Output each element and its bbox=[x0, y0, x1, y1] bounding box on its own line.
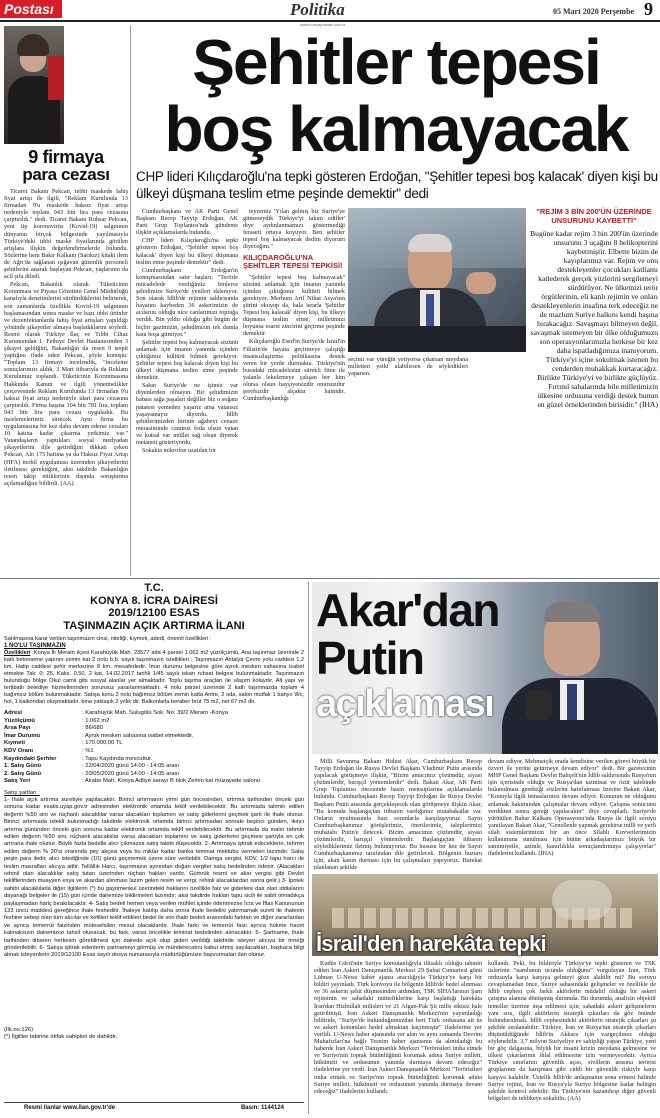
legal-row bbox=[4, 725, 304, 733]
legal-row bbox=[4, 756, 304, 764]
main-headline-line2: boş kalmayacak bbox=[164, 93, 628, 165]
left-headline-line2: para cezası bbox=[22, 165, 110, 184]
legal-row-value: : 1.062 m2 bbox=[82, 717, 110, 724]
photo-lectern bbox=[348, 326, 526, 352]
akar-col-2: devam ediyor. Mehmetçik orada kendisine verilen görevi büyük bir özveri ile yerine getirmeye devam ediyor" dedi. Bir gazetecinin MHP Genel Başkanı Devlet Bahçeli'nin İdlib saldırısında Rusya'nın işin içerisinde olduğu ve Rusya'dan tazminat ve özür talebinde bulunulması gerektiği sözlerini hatırlatması üzerine Bakan Akar, "Konuyla ilgili temaslarımız devam ediyor. Konunun ne olduğunu anlamak bakımından çalışmalar devam ediyor. Çalışma sonucunu verdikten sonra gereği yapılacaktır" diye cevapladı. Suriye'de yürütülen Bahar Kalkanı Operasyonu'nda Rusya ile ilgili soruyu yanıtlayan Bakan Akar, "Genellenle yapmak gerekirse milli ve yerli silah sistemlerimizin bir an önce Silahlı Kuvvetlerimizin kullanımına sunulması için bütün arkadaşlarımızı büyük bir samimiyetle, azimle, kararlılıkla sonuçlandırmaya çalışıyorlar" ifadelerini kullandı. (İHA) bbox=[488, 758, 656, 858]
legal-row bbox=[4, 771, 304, 779]
photo-hair bbox=[17, 34, 49, 56]
legal-features bbox=[4, 650, 304, 706]
legal-header-office: KONYA 8. İCRA DAİRESİ bbox=[90, 594, 218, 607]
legal-intro: Satılmasına karar verilen taşınmazın cinsi, niteliği, kıymeti, adedi, önemli özellikleri : bbox=[4, 636, 212, 642]
legal-date-note: (İlk.no.126) bbox=[4, 1026, 33, 1033]
legal-features-text: :Konya İli Meram ilçesi Karahüyük Mah. 23577 ada 4 parsel 1.062 m2 yüzölçümlü, Ana taşınmaz üzerinde 2 katlı betonarme yapının zemin kat 2 nolu b.b. sayılı taşınmazın özellikleri : Taşınmazın Antalya Çevre yolu caddesi 1,2 km. Hatip caddesi şehir merkezine 8 km. mesafededir. İmar durumu belgesine göre aynık mesken sahasına isabet etmekte Tak: 0; 25, Kaks. 0.50, 2 kat, 14.02.2017 tarihli 1/45 sayılı iskan ruhsat belgesi bulunmaktadır. Taşınmazın bulunduğu bölge Okul camii gibi sosyal alanlar yer almaktadır. Toplu taşıma araçları ile ulaşım kolaydır. Alt yapı ve tertibatlı belediye hizmetlerinden sorunsuz yararlanmaktadır. 4 nolu parsel üzerinde 2 katlı taşınmazda toplam 4 bağımsız bölüm bulunmaktadır. Satışa konu 2 nolu bağımsız bölüm zemin katta Antre, 2 oda, salon mutfak 1 banyo Wc, hol, 1 balkondan oluşmaktadır. bina yaklaşık 2 yıllık dir. Balkonlarla beraber brüt 75 m2, net 67 m2 dir. bbox=[4, 650, 304, 705]
page-number: 9 bbox=[644, 0, 653, 19]
legal-row bbox=[4, 748, 304, 756]
legal-row-label: KDV Oranı bbox=[4, 747, 33, 754]
quote-head: "REJİM 3 BİN 200'ÜN ÜZERİNDE UNSURUNU KAYBETTİ" bbox=[536, 207, 652, 225]
legal-features-label: Özellikleri bbox=[4, 650, 31, 656]
legal-footer bbox=[4, 1102, 304, 1114]
legal-row-value: : Akabe Mah. Konya Adliye sarayı B blok Zemin kat müzayede salonu bbox=[82, 778, 261, 785]
legal-row-value: : Karahüyük Mah. Sulugölü Sok. No: 39/2 Meram -Konya bbox=[82, 710, 228, 716]
legal-row-label: Arsa Payı bbox=[4, 725, 31, 732]
legal-table bbox=[4, 710, 304, 786]
date-line: 05 Mart 2020 Perşembe bbox=[553, 7, 635, 16]
left-story-body bbox=[4, 188, 128, 574]
akar-headline-line3: açıklaması bbox=[316, 683, 494, 725]
section-title: Politika bbox=[290, 0, 345, 19]
left-story-paragraph: Pekcan, Bakanlık olarak Tüketicinin Korunması ve Piyasa Gözetimi Genel Müdürlüğü kanalıyla denetimlerini sürdürdüklerini belirterek, son zamanlarda özellikle Kovid-19 salgınının başlamasından sonra maske ve bazı tıbbi ürünler ve dezenfektanlarda fahiş fiyat artışları yapıldığı yönünde şikayetler almaya başladıklarını söyledi. Resmi olarak Türkiye İlaç ve Tıbbi Cihaz Kurumundan 1. Fethiye Devlet Hastanesinden 3 şikayet geldiğini, Bakanlığın da resen 9 tespit yaptığını ifade eden Pekcan, şöyle konuştu: "Toplam 13 firmayı incelendik, "inceleme sonuçlarımızı aldık. 3 Mart itibarıyla da Reklam Kurulumuz toplandı. Tüketicinin Korunmasına Hakkında Kanun ve ilgili yönetmelikler çerçevesinde Reklam Kurulunda 13 firmadan 9'u haksız fiyat artışı nedeniyle idari para cezasına çarptırıldı. Firma başına 104 bin 781 lira, toplam 943 bin lira para cezası uyguladık. Bu incelemelerimiz sürecek. Aynı firma bu uygulamasına bir kez daha devam ederse cezaları 10 katına kadar çıkarma yetkimiz var." Vatandaşların yaptıkları sosyal medyadan şikayetlerini dile getirdiğini dikkati çeken Pekcan, Alo 175 hattına ya da Haksız Fiyat Artışı (HFA) mobil uygulaması üzerinden şikayetlerini iletilmesi gerektiğini, aksi takdirde Bakanlığın resen takip ettiklerinin dışında soruşturma açılamadığını bildirdi. (AA) bbox=[4, 281, 128, 487]
main-headline-line1: Şehitler tepesi bbox=[192, 26, 600, 98]
legal-row-label: 1. Satış Günü bbox=[4, 763, 42, 770]
legal-conditions-title: Satış şartları : bbox=[4, 789, 40, 796]
left-headline-line1: 9 firmaya bbox=[28, 147, 104, 167]
photo-smoke bbox=[552, 880, 612, 920]
main-paragraph: Cumhurbaşkanı Erdoğan'ın konuşmasından satır başları; "Terörle mücadelede verdiğimiz binlerce şehidimize Suriye'de yenileri eklenıyor. Son olarak İdlib'de rejimin saldırısında hayatını kaybeden 36 askerimizin de acılarını olduğu nice canlarımızı toprağa verdik. Bin yıldır olduğu gibi bugün de hiçbir gazimizin, şehidimizin tek damla kanı boşa gitmiyor." bbox=[136, 266, 238, 338]
legal-row-label: İmar Durumu bbox=[4, 732, 41, 739]
akar-headline-line1: Akar'dan bbox=[316, 584, 500, 636]
main-headline bbox=[134, 26, 658, 165]
akar-headline-line2: Putin bbox=[316, 632, 424, 684]
legal-footer-left[interactable]: Resmi ilanlar www.ilan.gov.tr'de bbox=[24, 1105, 116, 1111]
left-story-paragraph: Ticaret Bakanı Pekcan, tebbi maskede fahiş fiyat artışı ile ilgili, "Reklam Kurulunda 13 firmadan 9'u maskede haksız fiyat artışı nedeniyle toplam 943 bin lira para cezasına çarptırıldı." dedi. Ticaret Bakanı Ruhsar Pekcan, yeni tip koronavirüs (Kovid-19) salgınının dünyanın birçok bölgesinde yayılmasıyla Türkiye'deki tıbbi maske fiyatlarında görülen artışlara ilişkin değerlendirmelerde bulundu. Sözlerine hem Bakır Kalkanı (Sarıkız) kitaki ilem de Ağrı'da sağlanan ışığavan güzenlik personeli şehitlerini anarak başlayan Pekcan, yaşlarının da acil şifa diledi. bbox=[4, 188, 128, 281]
masthead bbox=[0, 0, 660, 20]
left-column-rule bbox=[130, 26, 131, 576]
quote-box bbox=[530, 208, 658, 568]
legal-row-label: Yüzölçümü bbox=[4, 717, 35, 724]
quote-body: Bugüne kadar rejim 3 bin 200'ün üzerinde unsurunu 3 uçağını 8 helikopterini kaybetmiştir. Elbette bizim de kayıplarımız var. Rejim ve onu destekleyenler çocukları katliamı katlederek gerçek yüzlerini sergilemeyi sürdürüyor. Ne ülkemizi terör örgütlerinin, eli kanlı rejimin ve onları destekleyenlerin insafına terk edeceğiz ne de mazlum Suriye halkını kendi başına bırakacağız. Savaşmayı bilmeyen değil, savaşmak istemeyen bir ülke olduğumuzu son operasyonlarımızla herkese bir kez daha ispatladığımıza inanıyorum. Türkiye'yi içine sokulmak istenen bu cenderden muhakkak kurtaracağız. Birlikte Türkiye'yi ve birlikte güçlüyüz. Fırtınıl sahalarında bile milletimizin ülkesine ordusuna verdiği destek bunun en güzel örneklerinden birisidir." (İHA) bbox=[530, 229, 658, 409]
photo-tie bbox=[567, 684, 577, 720]
main-col-2 bbox=[243, 208, 345, 558]
israel-headline: İsrail'den harekâta tepki bbox=[316, 931, 546, 956]
legal-row-label: Adresi bbox=[4, 710, 23, 716]
main-paragraph: Sokakta mikrofon uzatılan bir bbox=[142, 447, 217, 455]
main-col-1 bbox=[136, 208, 238, 558]
legal-row bbox=[4, 740, 304, 748]
erdogan-photo-caption: seçimi var yüreğin yetiyorsa çıkarsan meydana milletten yetki alabilirsen de söyledikleri yaparsın. bbox=[348, 356, 468, 378]
main-subhead: CHP lideri Kılıçdaroğlu'na tepki gösteren Erdoğan, "Şehitler tepesi boş kalacak' diyen kişi bu ülkeyi düşmana teslim etme peşinde demektir" dedi bbox=[136, 169, 658, 201]
legal-row bbox=[4, 778, 304, 786]
main-paragraph: CHP lideri Kılıçdaroğlu'na tepki gösteren Erdoğan, "Şehitler tepesi boş kalacak' diyen kişi bu ülkeyi düşmana teslim etme peşinde demektir" dedi. bbox=[136, 237, 238, 266]
pekcan-photo bbox=[4, 26, 64, 144]
left-headline bbox=[4, 148, 128, 184]
main-paragraph: Cumhurbaşkanı ve AK Parti Genel Başkanı Recep Tayyip Erdoğan, AK Parti Grup Toplantısı'nda gündeme ilişkin açıklamalarda bulundu. bbox=[136, 208, 238, 237]
legal-row-value: : %1 bbox=[82, 747, 94, 754]
legal-row bbox=[4, 733, 304, 741]
akar-headline bbox=[316, 586, 536, 726]
url-strip: www.konyapostasi.com.tr bbox=[300, 22, 346, 27]
photo-hand bbox=[466, 272, 496, 294]
logo-text: Postası bbox=[4, 1, 54, 17]
legal-row-value: : 86/680 bbox=[82, 725, 103, 732]
photo-tie bbox=[426, 294, 434, 328]
main-paragraph: Sakın Suriye'de ne işimiz var diyenlerden olmayın. Bir şehidimizin babası sağa paşaları değiller biz o soğanı patatesi yemeden yaşarız ama vatansız yaşayamayız diyordu. İdlib şehitlerimizden birinin ağabeyi cenaze merasiminde canımız feda olsun vatan ve kutsal var müllet sağ olsun diyerek metaneti gösteriyordu. bbox=[136, 382, 238, 446]
legal-conditions: 1- İhale açık artırma suretiyle yapılacaktır. Birinci artırmanın yirmi gün öncesinden, artırma tarihinden önceki gün sonuna kadar esatis.uyap.gov.tr adresinden elektronik ortamda teklif verilebilecektir. Bu artırmada tahmin edilen değerin %50 sini ve rüçhanlı alacaklılar varsa alacakları toplamını ve satış giderlerini geçmek şartı ile ihale olunur. Birinci artırmada istekli bulunmadığı takdirde elektronik ortamda birinci artırmadan sonraki beşinci günden, ikinci artırma gününden önceki gün sonuna kadar elektronik ortamda teklif verilebilecektir. Bu artırmada da malın tahmin edilen değerin %50 sini, rüçhanlı alacaklılar varsa alacakları toplamını ve satış giderlerini geçmesi şartıyla en çok artırana ihale olunur. Böyle fazla bedelle alıcı çıkmazsa satış talebi düşecektir. 2- Artırmaya iştirak edeceklerin, tahmin edilen değerin % 20'si oranında pey akçesi veya bu miktar kadar banka teminat mektubu vermeleri lazımdır. Satış peşin para iledir, alıcı istediğinde (10) günü geçmemek üzere süre verilebilir. Damga vergisi, KDV, 1/2 tapu harcı ile teslim masrafları alıcıya aittir. Tellâllık Harcı, taşınmazın aynından doğan vergiler satış bedelinden ödenir. (Alacakları rehinli olan alacaklılar satış tutarı üzerinden rüçhan hakları vardır. Gümrük resmi ve akar vergisi gibi Devlet tekliflerinden muayyen esya ve akardan alınması lazım gelen resim ve vergi, rehinli alacaklardan sonra gelir.) 3- İpotek sahibi alacaklılarla diğer ilgililerin (*) bu gayrimenkul üzerindeki haklarını özellikle faiz ve giderlere dair olan iddialarını dayanağı belgeler ile (15) gün içinde dairemize bildirmeleri lazımdır; aksi takdirde hakları tapu sicili ile sabit olmadıkça paylaşmadan hariç bırakılacaktır. 4- Satış bedeli hemen veya verilen mühlet içinde ödenmezse İcra ve İflas Kanununun 133 üncü maddesi gereğince ihale feshedilir. İhaleye katılıp daha sonra ihale bedelini yatırmamak sureti ile ihalenin feshine sebep olan tüm alıcılar ve kefilleri teklif ettikleri bedel ile son ihale bedeli arasındaki farktan ve diğer zararlardan ve ayrıca temerrüt faizinden müteselsilen mesul olacaklardır. İhale farkı ve temerrüt faizi ayrıca hükme hacet kalmaksızın dairemizce tahsil olunacak, bu fark, varsa öncelikle teminat bedelinden alınacaktır. 5- Şartname, ihale tarihinden itibaren herkesin görebilmesi için dairede açık olup gideri verildiği takdirde isteyen alıcıya bir örneği gönderilebilir. 6- Satışa iştirak edenlerin şartnameyi görmüş ve münderecatını kabul etmiş sayılacakları, başkaca bilgi almak isteyenlerin 2019/12100 Esas sayılı dosya numarasıyla müdürlüğümüze başvurmaları ilan olunur. bbox=[4, 796, 304, 959]
photo-hair bbox=[544, 602, 600, 622]
legal-header-case: 2019/12100 ESAS bbox=[108, 607, 200, 619]
photo-hair bbox=[408, 234, 452, 252]
legal-row-label: Kıymeti bbox=[4, 740, 25, 747]
legal-header-title: TAŞINMAZIN AÇIK ARTIRMA İLANI bbox=[63, 619, 245, 632]
erdogan-photo bbox=[348, 208, 526, 352]
main-col2-subhead: KILIÇDAROĞLU'NA ŞEHİTLER TEPESİ TEPKİSİ! bbox=[243, 252, 343, 271]
legal-row bbox=[4, 718, 304, 726]
legal-row-label: Kaydındaki Şerhler bbox=[4, 755, 57, 762]
legal-notice bbox=[4, 582, 304, 1114]
main-paragraph: Şehitler tepesi boş kalmayacak sözünü anlamak için imanın yanında içinden çıktığımız kültürü bilmek gerekiyor. Şehitler tepesi boş kalacak diyen kişi bu ülkeyi düşmana teslim etme peşinde demektir. bbox=[136, 338, 238, 382]
israel-col-1: Kudüs Gücü'nün Suriye komutanlığıyla iltisaklı olduğu tahmin edilen İran Askeri Danışmanlık Merkezi 29 Şubat Cumartesi günü Lübnan U-News haber ajansı aracılığıyla Türkiye'ye karşı bir bildiri yayınladı. Türk konvoyu ile bölgenin İdlib'de hedef alınması ve 36 askerin şehit düşmesinden ardından, TSK SİHA'larının Şam rejiminin ve sahadaki müttefiklerine karşı başlattığı harekâta İran'dan Hizbullah milisleri ve 21 Afgan-Pak Şii milis etkisiz hale getirilmişti. İran Askeri Danışmanlık Merkezi'nin yayımladığı bildiride, "Suriye'de bulunduğumuzdan beri Türk ordusuna ait üs ve askeri konumları hedef almaktan kaçınmıştır" ifadelerine yer verildi. U-News haber ajansında yer alan ve aynı zamanda Devrim Muhafızları'na bağlı Tesnim haber ajansının da alıntıladığı bu haberde İran Askeri Danışmanlık Merkezi "Teröristleri imha etmek ve Suriye'nin toprak bütünlüğünü korumak adına Suriye milleti, hükümeti ve ordusunun yanında durmaya devam edeceğiz" ifadelerine yer verdi. İran Askeri Danışmanlık Merkezi "Teröristleri imha etmek ve Suriye'nin toprak bütünlüğünü korumak adına Suriye milleti, hükümeti ve ordusunun yanında durmaya devam edeceğiz" ifadelerini kullandı. bbox=[314, 960, 482, 1095]
legal-row-value: : Tapu Kaydında mevcuttur. bbox=[82, 755, 153, 762]
main-paragraph: Kılıçdaroğlu Esed'in Suriye'de İsrail'in Filistin'de hayata geçirmeye çalıştığı insansızlaştırma politikasına destek veren bir yerde durmakta. Türkiye'nin buradaki mücadelesini sürekli fitne ile yalanla lekelemeye çalışan her kim olursa olsun hayşiyetsizdir onursuzdur şerefsizdir alçaktır hainidir. Cumhurbaşkanlığı bbox=[243, 338, 345, 403]
legal-row-label: Satış Yeri bbox=[4, 778, 30, 785]
legal-footer-right: Basın: 1144124 bbox=[240, 1105, 284, 1111]
legal-row-value: : Aynık mesken sahasına isabet etmektedir. bbox=[82, 732, 194, 739]
akar-col-1: Milli Savunma Bakanı Hulusi Akar, Cumhurbaşkanı Recep Tayyip Erdoğan ile Rusya Devlet Başkanı Vladimir Putin arasında yapılacak görüşmeye ilişkin, "Bizim amacımız çözümdür, siyasi çözümlerdir, barışçıl yöntemlerdir" dedi. Bakan Akar, AK Parti Grup Toplantısı öncesinde basın mensuplarına açıklamalarda bulundu. Cumhurbaşkanı Recep Tayyip Erdoğan ile Rusya Devlet Başkanı Putin arasında gerçekleşecek olan görüşmeye ilişkin Akar, "Bu konuda başlangıçtan itibaren vardığımız mutabakatlar var. Onların uyulmasında bazı sorunlarla karşılaşıyoruz. Sayın Cumhurbaşkanımız görüşlerimiz, önerilerimiz, taleplerimizi muhatabı Putin'e iletecek. Bizim amacımız çözümdür, siyasi çözümlerdir, barışçıl yöntemlerdir. Başlangıçtan itibaren söylediklerimiz iletmiş bulunuyoruz. Bu hususu bir kez de Sayın Cumhurbaşkanımız tarafından dile getirilecek. Bölgenin huzuru için, akan kanın durması için bu çalışmaları yapıyoruz. Harekat planlanan şekilde bbox=[314, 758, 482, 870]
logo[interactable] bbox=[0, 0, 62, 18]
legal-column-rule bbox=[308, 582, 309, 1114]
legal-row-value: : 20/05/2020 günü 14:00 - 14:05 arası bbox=[82, 770, 180, 777]
legal-row-value: : 170.000,00 TL bbox=[82, 740, 123, 747]
legal-row-value: : 22/04/2020 günü 14:00 - 14:05 arası bbox=[82, 763, 180, 770]
israel-col-2: kullandı. Peki, bu bildiriyle Türkiye'ye tepki gösteren ve TSK üslerinin "namlunun ucunda olduğunu" vurgulayan İran, Türk ordusuyla karşı karşıya gelmeyi göze alabilir mi? Bu soruyu cevaplamadan önce, Suriye sahasındaki gelişmeler ve özellikle de İdlib cephesi çok farklı aktörlerin müdahil olduğu bir askeri çatışma alanına dönüşmüş durumda. Bu durumda, analizin objektif temeller üzerine inşa edilmesi için, sahadaki askeri gelişmelerin yanı sıra, ilgili aktörlerin stratejik çıkarları da göz önünde bulundurulmalı. İdlib cephesindeki aktörlerin stratejik çıkarları şu şekilde sıralanabilir: Türkiye, İran ve Rusya'nın stratejik çıkarları düşünüldüğünde İdlib'in Akkara için vazgeçilmez olduğu söylenebilir. 3,7 milyon Suriyeliye ev sahipliği yapan Türkiye, yeni bir göç dalgasına, büyük bir insani krizin meydana gelmesine ve ülkesi çıkarlarının ihlal edilmesine izin vermeyecektir. Ayrıca Türkiye sınırlarını güvenlik açısı, sivillerin arasına terörist gruplarının da karışması gibi ciddi bir güvenlik riskiyle karşı karşıya kalabilir. Üstelik İdlib'de anlaşmanın sona ermesi halinde Suriye rejimi, İran ve Rusya'yla Suriye bölgesine kadar belirgin şekilde kontrol edebilir. Bu Türkiye'nin kazandırıp diğer güvenli bölgeleri de tehlikeye sokabilir. (AA) bbox=[488, 960, 656, 1102]
legal-row bbox=[4, 763, 304, 771]
legal-row-label: 2. Satış Günü bbox=[4, 770, 42, 777]
section-rule bbox=[0, 578, 660, 579]
main-paragraph: teyzemiz 'Yılan gelmiş biz Suriye'ye gitmeseydik Türkiye'yi takım ediller' diye aydınlanmamızı göstermediği feraseti ortaya koyuyor. Ben şehitler tepesi boş kalmayacak dedim diyorum diyeceğim." bbox=[243, 208, 345, 251]
legal-header-tc: T.C. bbox=[144, 582, 164, 594]
legal-item-title: 1 NO'LU TAŞINMAZIN bbox=[4, 643, 66, 649]
legal-header bbox=[4, 582, 304, 632]
main-paragraph: "Şehitler tepesi boş kalmayacak" sözünü anlamak için imanın yanında içinden çıktığımız kültürü bilmek gerekiyor. Merhum Arif Nihat Asya'nın şiirini okuyup da, hala israrla 'Şehitler Tepesi boş kalacak' diyen kişi, bu ülkeyi düşmana teslim etme, milletimizi boyunsa esaret zincirini geçirme peşinde demektir. bbox=[243, 273, 345, 338]
legal-footnote: (*) İlgililer tabirine irtifak sahipleri de dahildir. bbox=[4, 1033, 118, 1040]
legal-row bbox=[4, 710, 304, 718]
photo-flag bbox=[48, 56, 64, 100]
